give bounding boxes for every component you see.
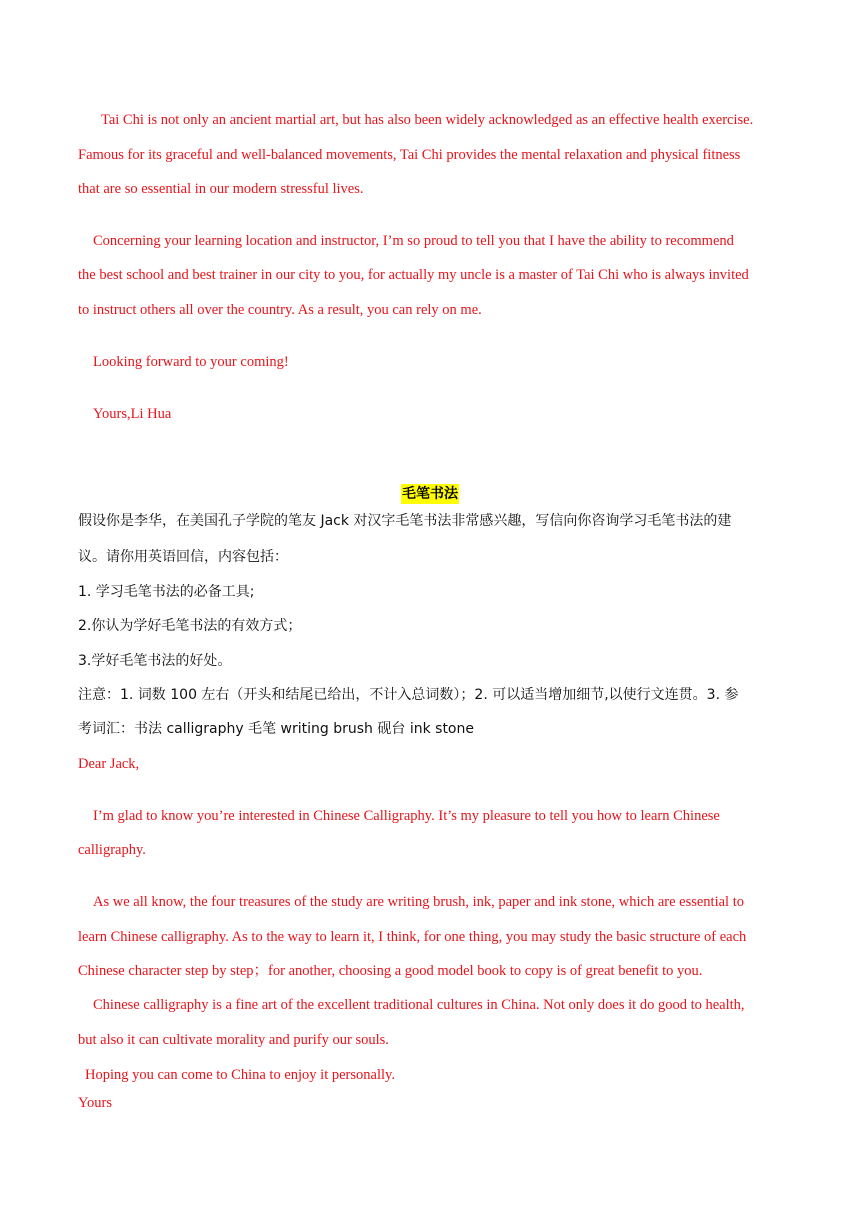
letter2-para3-line1: Chinese calligraphy is a fine art of the excellent traditional cultures in China. Not only does it do good to health, xyxy=(93,997,745,1013)
letter2-greeting: Dear Jack, xyxy=(78,756,140,772)
letter2-para1-line1: I’m glad to know you’re interested in Chinese Calligraphy. It’s my pleasure to tell you how to learn Chinese xyxy=(93,808,720,824)
task-title-wrap xyxy=(0,484,860,504)
task-prompt-line1: 假设你是李华，在美国孔子学院的笔友 Jack 对汉字毛笔书法非常感兴趣，写信向你咨询学习毛笔书法的建 xyxy=(78,513,732,529)
letter1-signature: Yours,Li Hua xyxy=(93,406,172,422)
letter1-para1-line1: Tai Chi is not only an ancient martial art, but has also been widely acknowledged as an effective health exercise. xyxy=(101,112,754,128)
letter1-closing: Looking forward to your coming! xyxy=(93,354,289,370)
letter2-closing: Hoping you can come to China to enjoy it personally. xyxy=(85,1067,395,1083)
letter2-para3-line2: but also it can cultivate morality and purify our souls. xyxy=(78,1032,389,1048)
task-prompt-line2: 议。请你用英语回信，内容包括： xyxy=(78,549,288,565)
letter1-para2-line3: to instruct others all over the country. As a result, you can rely on me. xyxy=(78,302,482,318)
letter2-para1-line2: calligraphy. xyxy=(78,842,146,858)
task-point-3: 3.学好毛笔书法的好处。 xyxy=(78,653,232,669)
letter2-para2-line2: learn Chinese calligraphy. As to the way to learn it, I think, for one thing, you may study the basic structure of each xyxy=(78,929,747,945)
letter1-para1-line3: that are so essential in our modern stressful lives. xyxy=(78,181,364,197)
task-point-2: 2.你认为学好毛笔书法的有效方式； xyxy=(78,618,302,634)
letter2-para2-line3: Chinese character step by step；for another, choosing a good model book to copy is of great benefit to you. xyxy=(78,963,703,979)
task-notes-line2: 考词汇：书法 calligraphy 毛笔 writing brush 砚台 ink stone xyxy=(78,721,474,737)
letter1-para2-line1: Concerning your learning location and instructor, I’m so proud to tell you that I have the ability to recommend xyxy=(93,233,734,249)
task-notes-line1: 注意：1. 词数 100 左右（开头和结尾已给出，不计入总词数）；2. 可以适当增加细节,以使行文连贯。3. 参 xyxy=(78,687,739,703)
task-point-1: 1. 学习毛笔书法的必备工具; xyxy=(78,584,255,600)
letter2-signature: Yours xyxy=(78,1095,112,1111)
letter1-para2-line2: the best school and best trainer in our city to you, for actually my uncle is a master of Tai Chi who is always invited xyxy=(78,267,749,283)
task-title: 毛笔书法 xyxy=(402,486,458,502)
letter2-para2-line1: As we all know, the four treasures of the study are writing brush, ink, paper and ink stone, which are essential to xyxy=(93,894,744,910)
letter1-para1-line2: Famous for its graceful and well-balanced movements, Tai Chi provides the mental relaxation and physical fitness xyxy=(78,147,741,163)
